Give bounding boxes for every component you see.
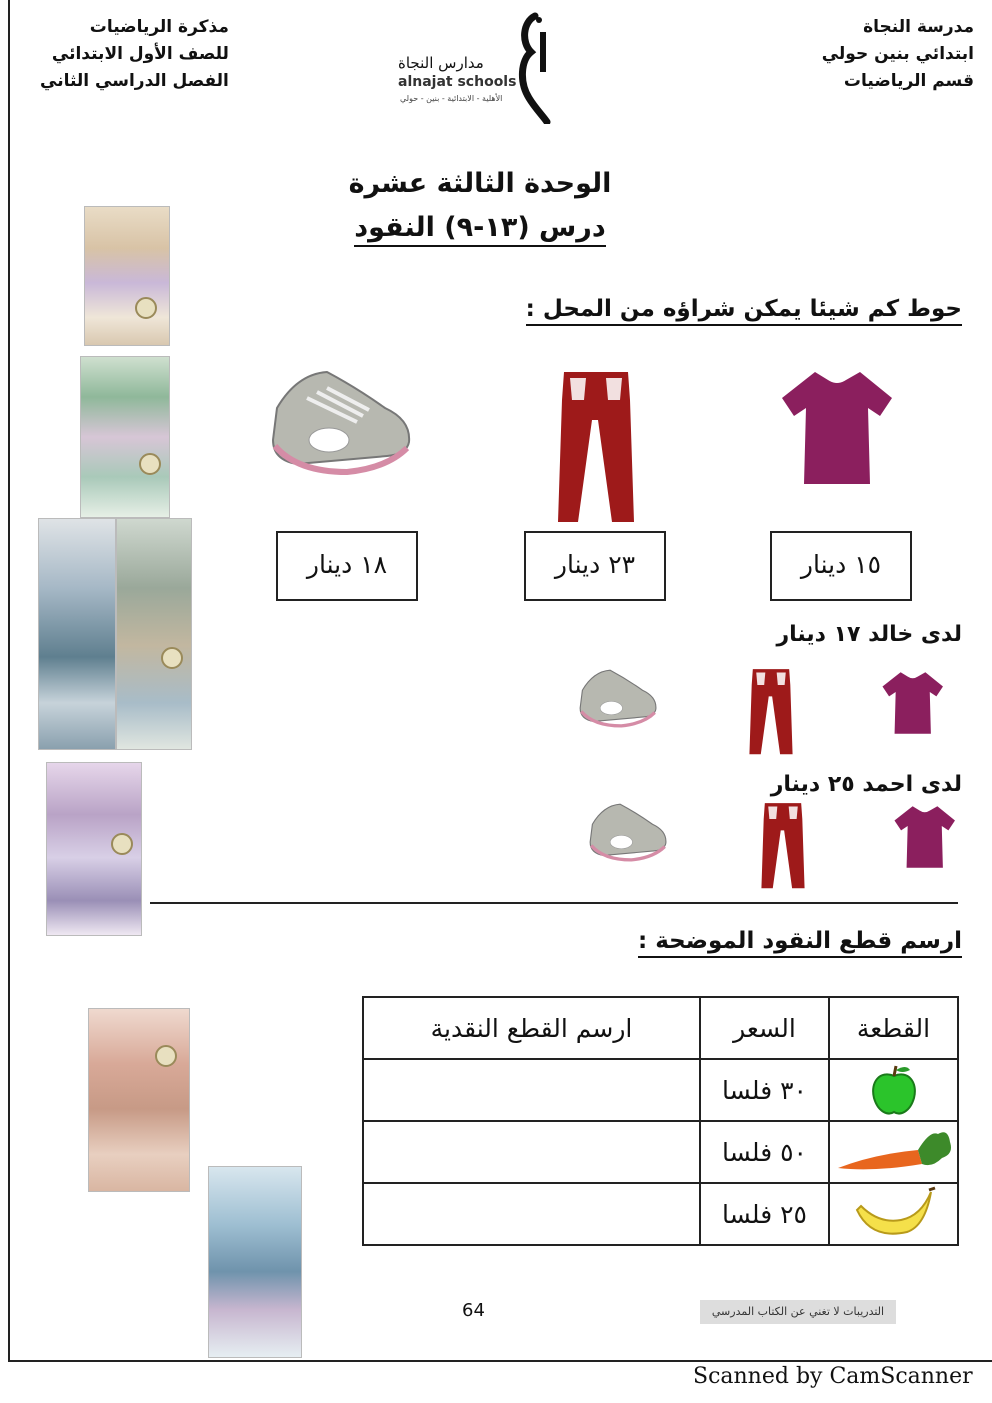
tshirt-icon[interactable] bbox=[892, 804, 958, 870]
lesson-title: درس (١٣-٩) النقود bbox=[354, 212, 605, 247]
banana-icon bbox=[851, 1186, 937, 1242]
school-info bbox=[822, 14, 974, 95]
question-1-text: حوط كم شيئا يمكن شراؤه من المحل : bbox=[526, 296, 962, 326]
shoe-price-box: ١٨ دينار bbox=[276, 531, 418, 601]
question-2-text: ارسم قطع النقود الموضحة : bbox=[638, 928, 962, 958]
logo-emblem-icon bbox=[513, 12, 555, 124]
question-2 bbox=[638, 928, 962, 954]
banknote-image bbox=[80, 356, 170, 518]
school-branch: ابتدائي بنين حولي bbox=[821, 44, 974, 64]
section-divider bbox=[150, 902, 958, 904]
table-row bbox=[363, 1059, 958, 1121]
memo-title: مذكرة الرياضيات bbox=[89, 17, 229, 37]
question-1 bbox=[526, 296, 962, 322]
price-cell: ٢٥ فلسا bbox=[700, 1183, 829, 1245]
shoe-icon[interactable] bbox=[584, 802, 672, 866]
price-cell: ٣٠ فلسا bbox=[700, 1059, 829, 1121]
tshirt-icon[interactable] bbox=[880, 670, 946, 736]
header-price: السعر bbox=[700, 997, 829, 1059]
header-draw: ارسم القطع النقدية bbox=[363, 997, 700, 1059]
scanner-credit: Scanned by CamScanner bbox=[693, 1364, 973, 1389]
shoe-icon bbox=[267, 368, 415, 483]
draw-cell[interactable] bbox=[363, 1059, 700, 1121]
banknote-image bbox=[38, 518, 116, 750]
banknote-image bbox=[208, 1166, 302, 1358]
shoe-icon[interactable] bbox=[574, 668, 662, 732]
tshirt-price-box: ١٥ دينار bbox=[770, 531, 912, 601]
footer-note: التدريبات لا تغني عن الكتاب المدرسي bbox=[700, 1300, 896, 1324]
school-logo bbox=[398, 12, 558, 124]
school-name: مدرسة النجاة bbox=[863, 17, 974, 37]
page-number: 64 bbox=[462, 1300, 485, 1321]
price-cell: ٥٠ فلسا bbox=[700, 1121, 829, 1183]
logo-english-text: alnajat schools bbox=[398, 74, 517, 90]
khalid-label[interactable]: لدى خالد ١٧ دينار bbox=[776, 622, 962, 647]
pants-icon[interactable] bbox=[748, 668, 794, 756]
pants-icon bbox=[556, 370, 636, 525]
banknote-image bbox=[116, 518, 192, 750]
logo-arabic-text: مدارس النجاة bbox=[398, 54, 484, 72]
table-row bbox=[363, 1121, 958, 1183]
pants-icon[interactable] bbox=[760, 802, 806, 890]
logo-subtitle: الأهلية - الابتدائية - بنين - حولي bbox=[400, 94, 503, 103]
apple-cell bbox=[829, 1059, 958, 1121]
memo-info bbox=[40, 14, 229, 95]
banknote-image bbox=[84, 206, 170, 346]
apple-icon bbox=[866, 1062, 922, 1118]
banknote-image bbox=[88, 1008, 190, 1192]
header-item: القطعة bbox=[829, 997, 958, 1059]
school-department: قسم الرياضيات bbox=[843, 71, 974, 91]
carrot-icon bbox=[834, 1124, 954, 1180]
memo-grade: للصف الأول الابتدائي bbox=[51, 44, 229, 64]
draw-cell[interactable] bbox=[363, 1121, 700, 1183]
banknote-image bbox=[46, 762, 142, 936]
unit-title: الوحدة الثالثة عشرة bbox=[348, 168, 612, 199]
coins-table bbox=[362, 996, 959, 1246]
draw-cell[interactable] bbox=[363, 1183, 700, 1245]
tshirt-icon bbox=[780, 368, 895, 488]
memo-semester: الفصل الدراسي الثاني bbox=[40, 71, 229, 91]
ahmad-label[interactable]: لدى احمد ٢٥ دينار bbox=[770, 772, 962, 797]
lesson-title-wrap bbox=[300, 212, 660, 243]
table-row bbox=[363, 1183, 958, 1245]
pants-price-box: ٢٣ دينار bbox=[524, 531, 666, 601]
table-header-row bbox=[363, 997, 958, 1059]
carrot-cell bbox=[829, 1121, 958, 1183]
banana-cell bbox=[829, 1183, 958, 1245]
